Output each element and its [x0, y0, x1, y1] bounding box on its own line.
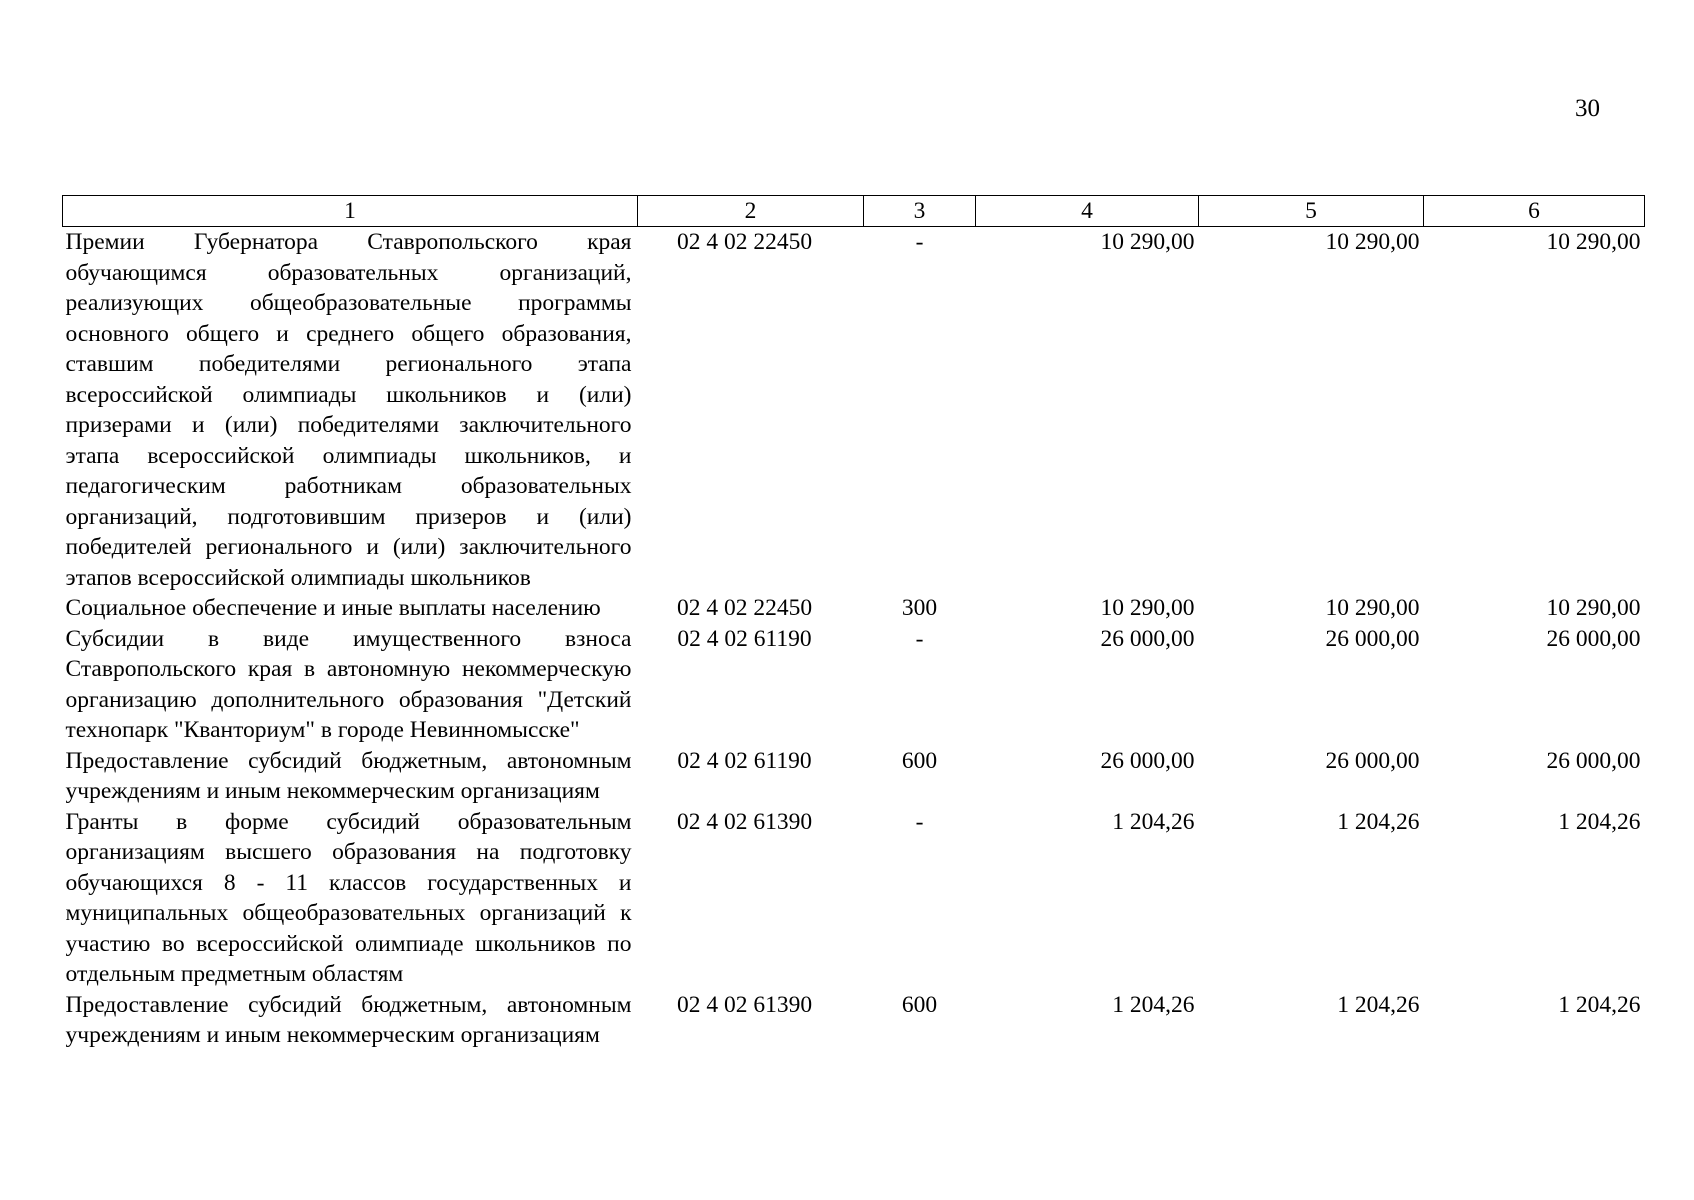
row-value-4-cell: 26 000,00: [1100, 747, 1195, 774]
row-value-4-cell: 1 204,26: [1112, 991, 1195, 1018]
row-name-cell: Социальное обеспечение и иные выплаты населению: [65, 595, 601, 621]
row-code-cell: 02 4 02 61390: [676, 991, 813, 1018]
table-row: [63, 593, 1645, 624]
table-row: [63, 990, 1645, 1051]
row-name-cell: Гранты в форме субсидий образовательным организациям высшего образования на подготовку обучающихся 8 - 11 классов государственных и муниципальных общеобразовательных организаций к участию во всероссийской олимпиаде школьников по отдельным предметным областям: [65, 808, 632, 987]
row-name-cell: Субсидии в виде имущественного взноса Ставропольского края в автономную некоммерческую организацию дополнительного образования "Детский технопарк "Кванториум" в городе Невинномысске": [65, 625, 632, 743]
row-value-5-cell: 26 000,00: [1325, 625, 1420, 652]
row-name-cell: Премии Губернатора Ставропольского края обучающимся образовательных организаций, реализующих общеобразовательные программы основного общего и среднего общего образования, ставшим победителями регионального этапа всероссийской олимпиады школьников и (или) призерами и (или) победителями заключительного этапа всероссийской олимпиады школьников, и педагогическим работникам образовательных организаций, подготовившим призеров и (или) победителей регионального и (или) заключительного этапов всероссийской олимпиады школьников: [65, 229, 632, 591]
row-code-cell: 02 4 02 61390: [676, 808, 813, 835]
row-code-cell: 02 4 02 61190: [677, 747, 812, 774]
row-name-cell: Предоставление субсидий бюджетным, автономным учреждениям и иным некоммерческим организациям: [65, 991, 632, 1048]
row-name-cell: Предоставление субсидий бюджетным, автономным учреждениям и иным некоммерческим организациям: [65, 747, 632, 804]
row-type-cell: -: [915, 808, 924, 835]
row-value-5-cell: 1 204,26: [1337, 808, 1420, 835]
row-value-6-cell: 10 290,00: [1546, 229, 1641, 255]
column-header-3: 3: [864, 196, 976, 227]
row-value-4-cell: 10 290,00: [1100, 229, 1195, 255]
row-value-6-cell: 1 204,26: [1558, 808, 1641, 835]
row-value-5-cell: 26 000,00: [1325, 747, 1420, 774]
row-value-6-cell: 26 000,00: [1546, 747, 1641, 774]
row-type-cell: -: [915, 625, 924, 652]
table-row: [63, 227, 1645, 594]
row-value-4-cell: 10 290,00: [1100, 595, 1195, 621]
column-header-4: 4: [976, 196, 1199, 227]
row-code-cell: 02 4 02 22450: [676, 229, 813, 255]
row-value-4-cell: 1 204,26: [1112, 808, 1195, 835]
row-type-cell: 600: [901, 747, 938, 774]
row-type-cell: 600: [901, 991, 938, 1018]
column-header-5: 5: [1199, 196, 1424, 227]
budget-table: [62, 195, 1645, 1051]
row-value-4-cell: 26 000,00: [1100, 625, 1195, 652]
column-header-2: 2: [638, 196, 864, 227]
column-header-1: 1: [63, 196, 638, 227]
row-type-cell: 300: [901, 595, 938, 621]
table-row: [63, 746, 1645, 807]
table-row: [63, 807, 1645, 990]
row-value-5-cell: 1 204,26: [1337, 991, 1420, 1018]
column-header-6: 6: [1424, 196, 1645, 227]
row-value-5-cell: 10 290,00: [1325, 595, 1420, 621]
row-code-cell: 02 4 02 61190: [677, 625, 812, 652]
row-value-6-cell: 1 204,26: [1558, 991, 1641, 1018]
table-row: [63, 624, 1645, 746]
page-number: 30: [1575, 95, 1600, 122]
row-code-cell: 02 4 02 22450: [676, 595, 813, 621]
row-value-5-cell: 10 290,00: [1325, 229, 1420, 255]
table-header-row: [63, 196, 1645, 227]
row-type-cell: -: [915, 229, 924, 255]
row-value-6-cell: 26 000,00: [1546, 625, 1641, 652]
row-value-6-cell: 10 290,00: [1546, 595, 1641, 621]
